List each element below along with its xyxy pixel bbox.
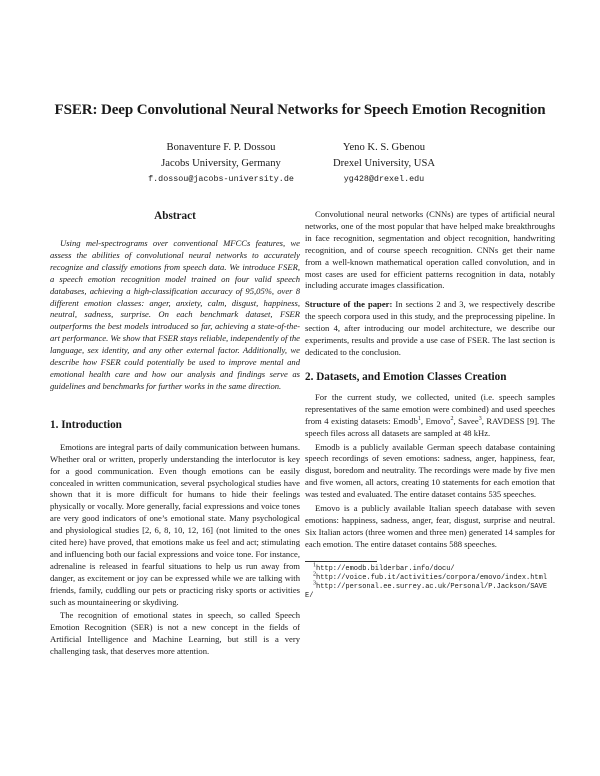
footnote [305,562,555,574]
structure-text: In sections 2 and 3, we respectively describe the speech corpora used in this study, and the preprocessing pipeline. In section 4, after introducing our model architecture, we describe our experiments, results and provide a use case of FSER. The last section is dedicated to the conclusion. [305,299,556,357]
intro-paragraph: Convolutional neural networks (CNNs) are types of artificial neural networks, one of the most popular that have helped make breakthroughs in face recognition, segmentation and object recognition, handwriting recognition, and of course speech recognition. CNNs get their name from a well-known mathematical operation called convolution, and in most cases are used for efficient patterns recognition in data, notably including accurate images classification. [305,209,555,291]
intro-paragraph: Emotions are integral parts of daily communication between humans. Whether oral or written, properly understanding the interlocutor is key for a good communication. Even though emotions can be easily concealed in written communication, several psychological studies have shown that it is more difficult for humans to hide their feelings physically or vocally. More generally, facial expressions and voice tones are very good indicators of one’s emotional state. Many psychological and physiological studies [2, 6, 8, 10, 12, 16] (not limited to the ones cited here) have proved, that emotions make us feel and act; stimulating and influencing both our facial expressions and voice tone. For instance, adrenaline is released in fearful situations to help us run away from danger, as excitement or joy can be expressed while we are talking with friends, family, cuddling our pets or practicing risky sports or activities such as mountaineering or skydiving. [50,441,300,607]
right-column [305,209,555,601]
footnote-number: 1 [313,562,316,569]
author-affiliation: Drexel University, USA [333,157,435,169]
text-run: , Emovo [420,415,451,426]
footnote-number: 3 [313,580,316,587]
text-run: , Savee [453,415,479,426]
structure-paragraph [305,299,555,359]
text-run: , RAVDESS [9]. The speech files across all datasets are sampled at 48 kHz. [305,415,555,438]
author-email: f.dossou@jacobs-university.de [148,174,294,184]
footnote-link[interactable]: http://voice.fub.it/activities/corpora/emovo/index.html [316,573,548,582]
text-run: For the current study, we collected, united (i.e. speech samples representatives of the same emotion were combined) and used speeches from 4 existing datasets: Emodb [305,391,555,426]
section-heading-introduction: 1. Introduction [50,418,122,431]
intro-paragraph: The recognition of emotional states in speech, so called Speech Emotion Recognition (SER) is not a new concept in the fields of Artificial Intelligence and Machine Learning, but still is a very challenging task, that deserves more attention. [50,610,300,657]
datasets-paragraph: Emodb is a publicly available German speech database containing speech recordings of seven emotions: sadness, anger, happiness, fear, disgust, boredom and neutrality. The recordings were made by five men and five women, all actors, creating 10 statements for each emotion that was tested and evaluated. The entire dataset contains 535 speeches. [305,441,555,500]
author-affiliation: Jacobs University, Germany [161,157,281,169]
section-heading-datasets: 2. Datasets, and Emotion Classes Creation [305,370,507,383]
structure-label: Structure of the paper: [305,299,393,310]
footnote [305,571,555,583]
left-column [50,210,300,660]
author-email: yg428@drexel.edu [343,174,425,184]
footnote-mark[interactable]: 1 [417,415,421,422]
abstract-text: Using mel-spectrograms over conventional MFCCs features, we assess the abilities of convolutional neural networks to accurately recognize and classify emotions from speech data. We introduce FSER, a speech emotion recognition model trained on four valid speech databases, achieving a high-classification accuracy of 95,05%, over 8 different emotion classes: anger, anxiety, calm, disgust, happiness, neutral, sadness, surprise. On each benchmark dataset, FSER outperforms the best models introduced so far, achieving a state-of-the-art performance. We show that FSER stays reliable, independently of the language, sex identity, and any other external factor. Additionally, we describe how FSER could potentially be used to improve mental and emotional health care and how our analysis and findings serve as guidelines and benchmarks for further works in the same direction. [50,238,300,391]
footnote-link[interactable]: http://personal.ee.surrey.ac.uk/Personal/P.Jackson/SAVEE/ [305,583,548,601]
abstract-heading: Abstract [154,210,196,222]
footnote-mark[interactable]: 3 [478,415,482,422]
footnote-link[interactable]: http://emodb.bilderbar.info/docu/ [316,564,455,573]
author-block [294,140,474,188]
datasets-paragraph: Emovo is a publicly available Italian speech database with seven emotions: happiness, sadness, anger, fear, disgust, surprise and neutral. Six Italian actors (three women and three men) generated 14 samples for each emotion. The entire dataset contains 588 speeches. [305,503,555,549]
datasets-paragraph [305,392,555,440]
author-block [131,140,311,188]
paper-title: FSER: Deep Convolutional Neural Networks for Speech Emotion Recognition [54,102,546,118]
author-name: Bonaventure F. P. Dossou [166,142,276,153]
footnote-number: 2 [313,571,316,578]
footnote [305,580,555,601]
footnote-mark[interactable]: 2 [450,415,454,422]
author-name: Yeno K. S. Gbenou [342,142,426,153]
